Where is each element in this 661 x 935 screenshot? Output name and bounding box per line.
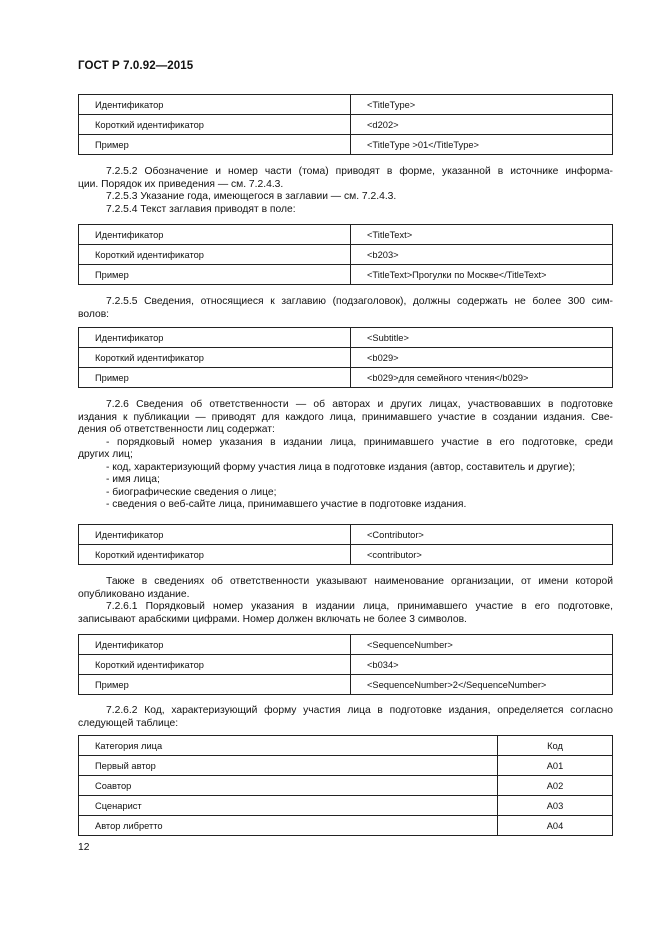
table-title-type [78, 94, 613, 155]
table-cell-label: Соавтор [79, 776, 498, 796]
table-cell-value: <SequenceNumber>2</SequenceNumber> [351, 675, 613, 695]
page-number: 12 [78, 842, 90, 853]
table-header-cell: Категория лица [79, 736, 498, 756]
table-sequence-number [78, 634, 613, 695]
table-cell-label: Пример [79, 368, 351, 388]
text-line: записывают арабскими цифрами. Номер должен включать не более 3 символов. [78, 613, 467, 625]
table-cell-code: A04 [498, 816, 613, 836]
table-cell-label: Идентификатор [79, 635, 351, 655]
text-line: 7.2.5.2 Обозначение и номер части (тома) приводят в форме, указанной в источнике информа- [106, 166, 613, 177]
paragraph-7-2-5-5 [78, 296, 613, 321]
list-item: - код, характеризующий форму участия лица в подготовке издания (автор, составитель и другие); [106, 461, 576, 473]
table-row [79, 675, 613, 695]
table-cell-label: Короткий идентификатор [79, 348, 351, 368]
text-line: 7.2.5.5 Сведения, относящиеся к заглавию (подзаголовок), должны содержать не более 300 сим- [106, 296, 613, 307]
table-row [79, 796, 613, 816]
table-row [79, 816, 613, 836]
text-line: Также в сведениях об ответственности указывают наименование организации, от имени которой [106, 576, 613, 587]
table-subtitle [78, 327, 613, 388]
text-line: 7.2.6.2 Код, характеризующий форму участия лица в подготовке издания, определяется согласно [106, 705, 613, 716]
table-cell-value: <TitleText> [351, 225, 613, 245]
table-cell-label: Пример [79, 675, 351, 695]
table-cell-label: Пример [79, 135, 351, 155]
table-cell-label: Сценарист [79, 796, 498, 816]
table-cell-label: Идентификатор [79, 328, 351, 348]
paragraph-7-2-6-2 [78, 705, 613, 730]
table-row [79, 348, 613, 368]
table-row [79, 635, 613, 655]
table-cell-code: A03 [498, 796, 613, 816]
table-cell-value: <contributor> [351, 545, 613, 565]
table-cell-value: <b034> [351, 655, 613, 675]
paragraph-7-2-5-2 [78, 166, 613, 216]
table-contributor [78, 524, 613, 565]
text-line: издания к публикации — приводят для каждого лица, принимавшего участие в создании издания. Све- [78, 411, 613, 423]
paragraph-7-2-5-3: 7.2.5.3 Указание года, имеющегося в заглавии — см. 7.2.4.3. [106, 191, 397, 202]
table-cell-label: Идентификатор [79, 225, 351, 245]
table-cell-value: <SequenceNumber> [351, 635, 613, 655]
text-line: 7.2.6 Сведения об ответственности — об авторах и других лицах, участвовавших в подготовке [106, 399, 613, 410]
table-cell-label: Пример [79, 265, 351, 285]
paragraph-7-2-6-1: 7.2.6.1 Порядковый номер указания в издании лица, принимавшего участие в его подготовке, [106, 601, 613, 612]
text-line: опубликовано издание. [78, 588, 190, 600]
text-line: следующей таблице: [78, 717, 179, 729]
table-cell-value: <b203> [351, 245, 613, 265]
table-row [79, 756, 613, 776]
table-cell-value: <Subtitle> [351, 328, 613, 348]
list-item: - порядковый номер указания в издании лица, принимавшего участие в его подготовке, среди [106, 436, 613, 448]
text-line: волов: [78, 308, 110, 320]
table-row [79, 368, 613, 388]
table-row [79, 95, 613, 115]
paragraph-7-2-6 [78, 399, 613, 512]
table-row [79, 328, 613, 348]
paragraph-organization [78, 576, 613, 626]
table-cell-label: Короткий идентификатор [79, 655, 351, 675]
table-title-text [78, 224, 613, 285]
table-cell-label: Идентификатор [79, 525, 351, 545]
table-cell-value: <b029>для семейного чтения</b029> [351, 368, 613, 388]
page-header-standard-code: ГОСТ Р 7.0.92—2015 [78, 60, 194, 72]
list-item-continuation: других лиц; [78, 449, 133, 460]
table-row [79, 655, 613, 675]
table-row [79, 545, 613, 565]
text-line: дения об ответственности лиц содержат: [78, 424, 275, 435]
table-row [79, 135, 613, 155]
list-item: - биографические сведения о лице; [106, 486, 277, 498]
table-cell-code: A01 [498, 756, 613, 776]
list-item: - имя лица; [106, 474, 160, 485]
table-row [79, 776, 613, 796]
table-header-row [79, 736, 613, 756]
table-header-cell: Код [498, 736, 613, 756]
table-cell-value: <TitleType >01</TitleType> [351, 135, 613, 155]
table-cell-label: Первый автор [79, 756, 498, 776]
table-cell-label: Идентификатор [79, 95, 351, 115]
table-cell-label: Короткий идентификатор [79, 115, 351, 135]
table-cell-value: <b029> [351, 348, 613, 368]
table-row [79, 245, 613, 265]
table-row [79, 225, 613, 245]
table-row [79, 115, 613, 135]
table-cell-code: A02 [498, 776, 613, 796]
table-row [79, 525, 613, 545]
table-cell-label: Короткий идентификатор [79, 545, 351, 565]
table-cell-value: <TitleType> [351, 95, 613, 115]
list-item: - сведения о веб-сайте лица, принимавшего участие в подготовке издания. [106, 499, 467, 510]
table-person-category [78, 735, 613, 836]
table-cell-value: <d202> [351, 115, 613, 135]
paragraph-7-2-5-4: 7.2.5.4 Текст заглавия приводят в поле: [106, 203, 296, 215]
table-cell-label: Короткий идентификатор [79, 245, 351, 265]
table-row [79, 265, 613, 285]
table-cell-value: <Contributor> [351, 525, 613, 545]
text-line: ции. Порядок их приведения — см. 7.2.4.3. [78, 178, 284, 190]
table-cell-label: Автор либретто [79, 816, 498, 836]
table-cell-value: <TitleText>Прогулки по Москве</TitleText> [351, 265, 613, 285]
